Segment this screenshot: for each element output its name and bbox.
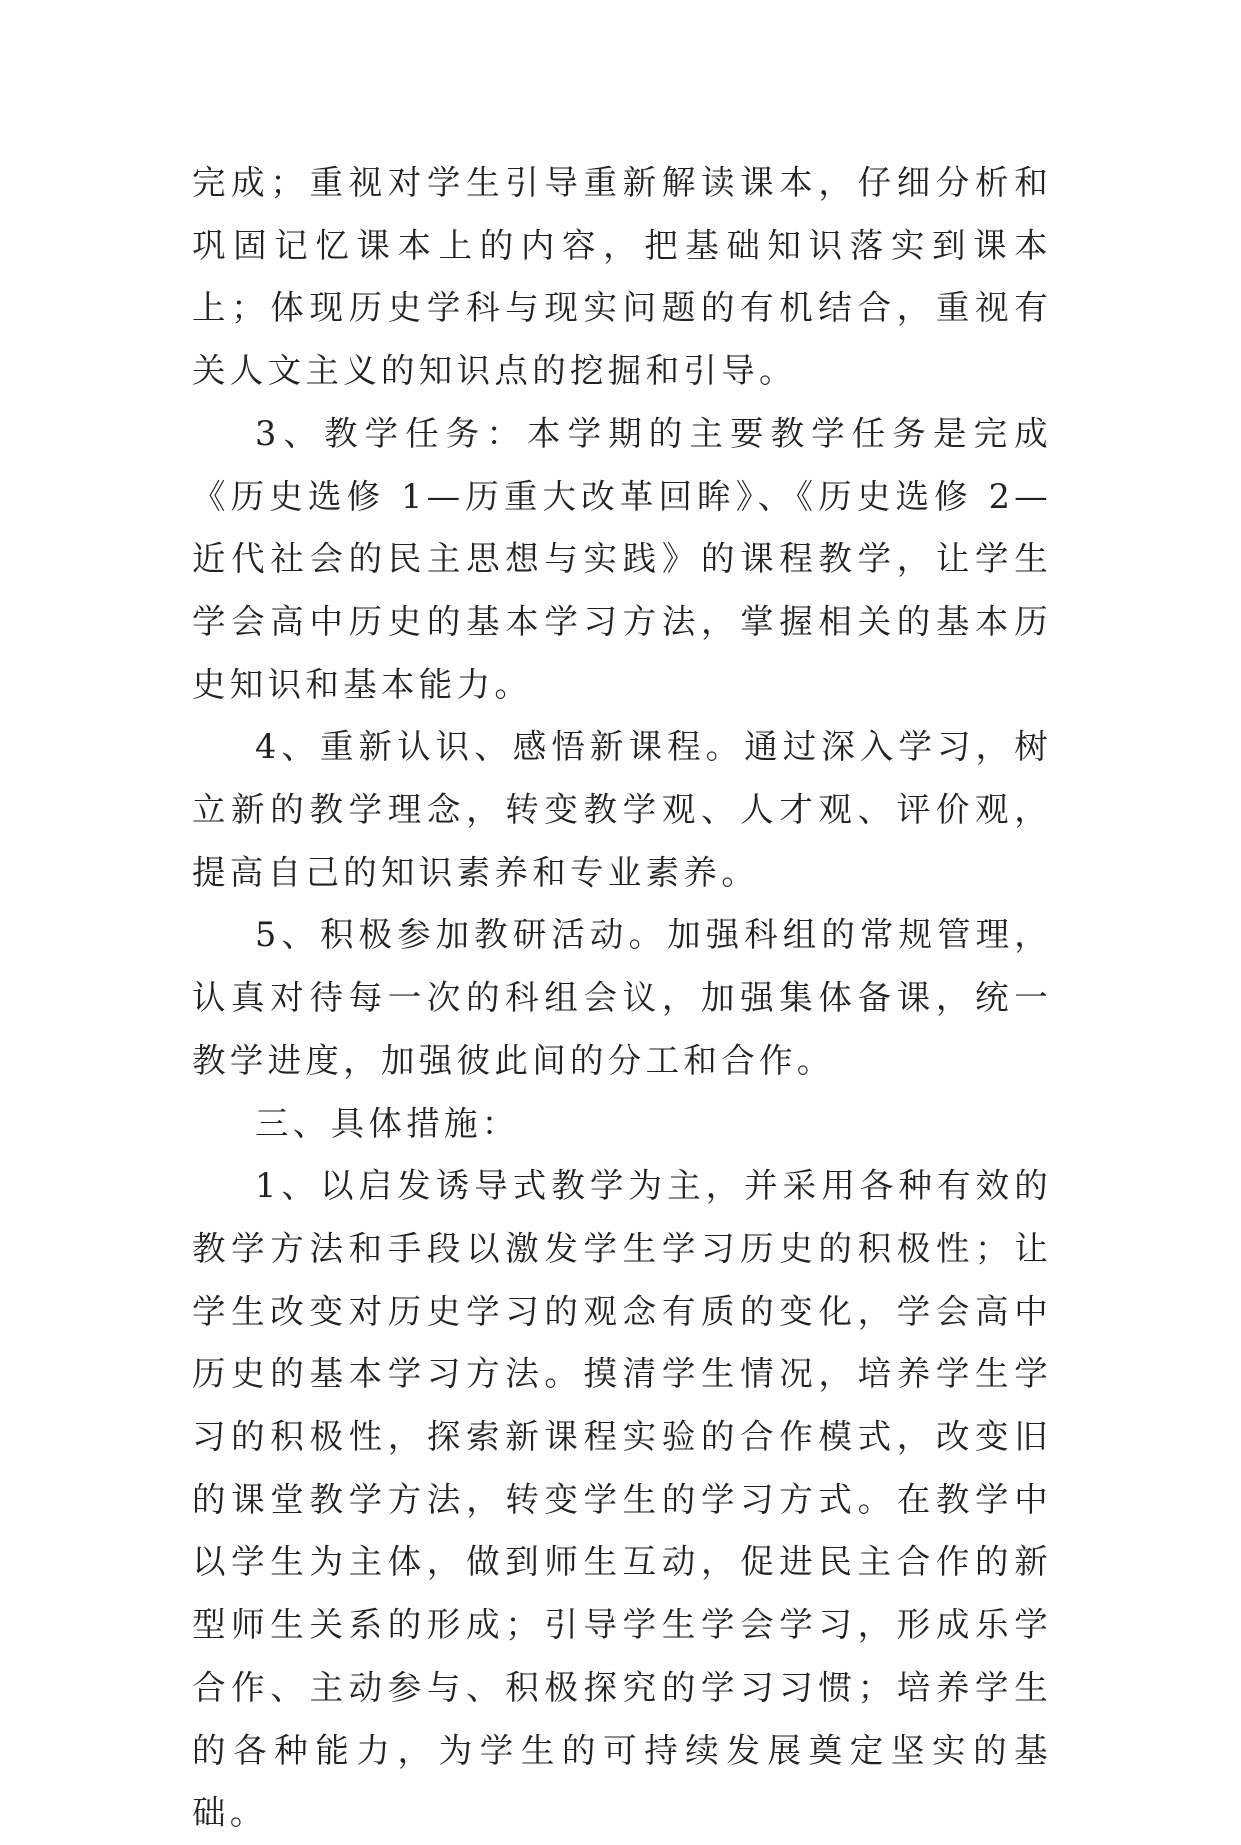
paragraph-teaching-tasks: 3、教学任务：本学期的主要教学任务是完成《历史选修 1—历重大改革回眸》、《历史选修 2—近代社会的民主思想与实践》的课程教学，让学生学会高中历史的基本学习方法，掌握相关的基本历史知识和基本能力。 xyxy=(192,413,1052,704)
document-body xyxy=(192,152,1052,1845)
paragraph-measure-1: 1、以启发诱导式教学为主，并采用各种有效的教学方法和手段以激发学生学习历史的积极性；让学生改变对历史学习的观念有质的变化，学会高中历史的基本学习方法。摸清学生情况，培养学生学习的积极性，探索新课程实验的合作模式，改变旧的课堂教学方法，转变学生的学习方式。在教学中以学生为主体，做到师生互动，促进民主合作的新型师生关系的形成；引导学生学会学习，形成乐学合作、主动参与、积极探究的学习习惯；培养学生的各种能力，为学生的可持续发展奠定坚实的基础。 xyxy=(192,1166,1052,1833)
paragraph-teaching-research: 5、积极参加教研活动。加强科组的常规管理，认真对待每一次的科组会议，加强集体备课，统一教学进度，加强彼此间的分工和合作。 xyxy=(192,915,1052,1080)
paragraph-continuation: 完成；重视对学生引导重新解读课本，仔细分析和巩固记忆课本上的内容，把基础知识落实到课本上；体现历史学科与现实问题的有机结合，重视有关人文主义的知识点的挖掘和引导。 xyxy=(192,163,1052,391)
paragraph-new-curriculum: 4、重新认识、感悟新课程。通过深入学习，树立新的教学理念，转变教学观、人才观、评价观，提高自己的知识素养和专业素养。 xyxy=(192,727,1052,892)
section-heading-measures: 三、具体措施： xyxy=(255,1103,520,1143)
